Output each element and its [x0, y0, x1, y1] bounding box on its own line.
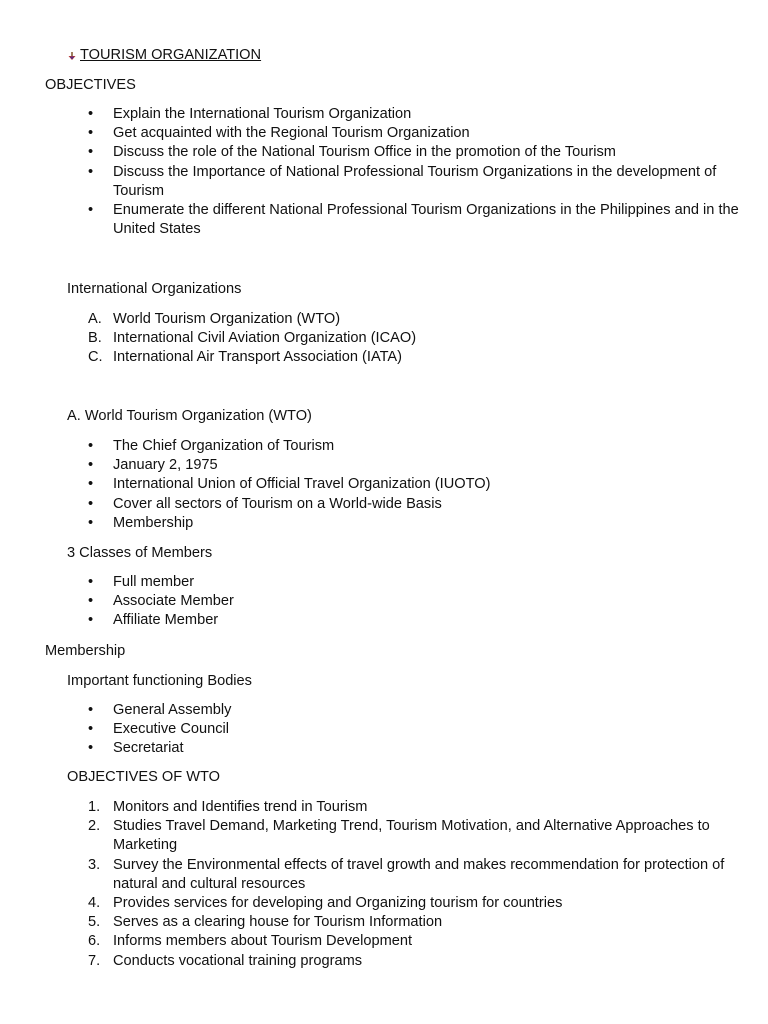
- list-item: • Enumerate the different National Professional Tourism Organizations in the Philippines and in the United States: [66, 201, 746, 239]
- list-item: [66, 894, 746, 913]
- bodies-list: [66, 701, 746, 759]
- list-item: [66, 932, 746, 951]
- list-marker: 7.: [88, 952, 101, 969]
- list-item: • Discuss the role of the National Tourism Office in the promotion of the Tourism: [66, 143, 746, 162]
- list-item: • January 2, 1975: [66, 456, 746, 475]
- membership-heading: Membership: [45, 643, 126, 659]
- list-marker: B.: [88, 330, 102, 347]
- bodies-heading: Important functioning Bodies: [67, 673, 252, 689]
- list-item: [66, 952, 746, 971]
- objectives-list: [66, 105, 746, 239]
- list-item: • Associate Member: [66, 592, 746, 611]
- intl-orgs-heading: International Organizations: [67, 281, 242, 297]
- list-item: [66, 817, 746, 855]
- list-item-text: World Tourism Organization (WTO): [113, 311, 341, 327]
- list-item: [66, 798, 746, 817]
- list-item-text: Provides services for developing and Organizing tourism for countries: [113, 895, 563, 912]
- list-item-text: Studies Travel Demand, Marketing Trend, Tourism Motivation, and Alternative Approaches to Marketing: [113, 818, 710, 854]
- classes-list: [66, 573, 746, 631]
- list-marker: 3.: [88, 856, 101, 873]
- wto-heading: A. World Tourism Organization (WTO): [67, 408, 312, 424]
- list-item: • Secretariat: [66, 739, 746, 758]
- list-marker: 5.: [88, 914, 101, 931]
- title-text: TOURISM ORGANIZATION: [80, 47, 262, 63]
- list-item: • Explain the International Tourism Organization: [66, 105, 746, 124]
- list-marker: C.: [88, 349, 103, 366]
- list-item: [66, 329, 746, 348]
- list-item: [66, 310, 746, 329]
- wto-points-list: [66, 437, 746, 533]
- list-item: • General Assembly: [66, 701, 746, 720]
- list-item-text: International Civil Aviation Organization (ICAO): [113, 330, 417, 347]
- list-item: [66, 856, 746, 894]
- list-item-text: Serves as a clearing house for Tourism Information: [113, 914, 443, 931]
- list-item: • Full member: [66, 573, 746, 592]
- list-item-text: Conducts vocational training programs: [113, 952, 363, 969]
- list-item: [66, 348, 746, 367]
- wto-objectives-heading: OBJECTIVES OF WTO: [67, 769, 220, 785]
- list-item: • Affiliate Member: [66, 611, 746, 630]
- list-item-text: International Air Transport Association (IATA): [113, 349, 403, 366]
- list-item: • Get acquainted with the Regional Tourism Organization: [66, 124, 746, 143]
- document-title: [66, 46, 261, 65]
- list-item: • Cover all sectors of Tourism on a World-wide Basis: [66, 495, 746, 514]
- list-marker: 4.: [88, 895, 101, 912]
- list-marker: 6.: [88, 933, 101, 950]
- list-item-text: Informs members about Tourism Development: [113, 933, 413, 950]
- list-item-text: Survey the Environmental effects of travel growth and makes recommendation for protection of natural and cultural resources: [113, 856, 725, 892]
- list-marker: 1.: [88, 799, 101, 815]
- list-item: • Executive Council: [66, 720, 746, 739]
- list-item: • Membership: [66, 514, 746, 533]
- list-item: • The Chief Organization of Tourism: [66, 437, 746, 456]
- list-item: • International Union of Official Travel Organization (IUOTO): [66, 475, 746, 494]
- list-item: [66, 913, 746, 932]
- list-marker: A.: [88, 311, 102, 327]
- list-item-text: Monitors and Identifies trend in Tourism: [113, 799, 368, 815]
- list-item: • Discuss the Importance of National Professional Tourism Organizations in the development of Tourism: [66, 163, 746, 201]
- arrow-bullet-icon: [66, 50, 78, 62]
- classes-heading: 3 Classes of Members: [67, 545, 213, 561]
- list-marker: 2.: [88, 818, 101, 835]
- wto-objectives-list: [66, 798, 746, 971]
- intl-orgs-list: [66, 310, 746, 368]
- objectives-heading: OBJECTIVES: [45, 77, 136, 93]
